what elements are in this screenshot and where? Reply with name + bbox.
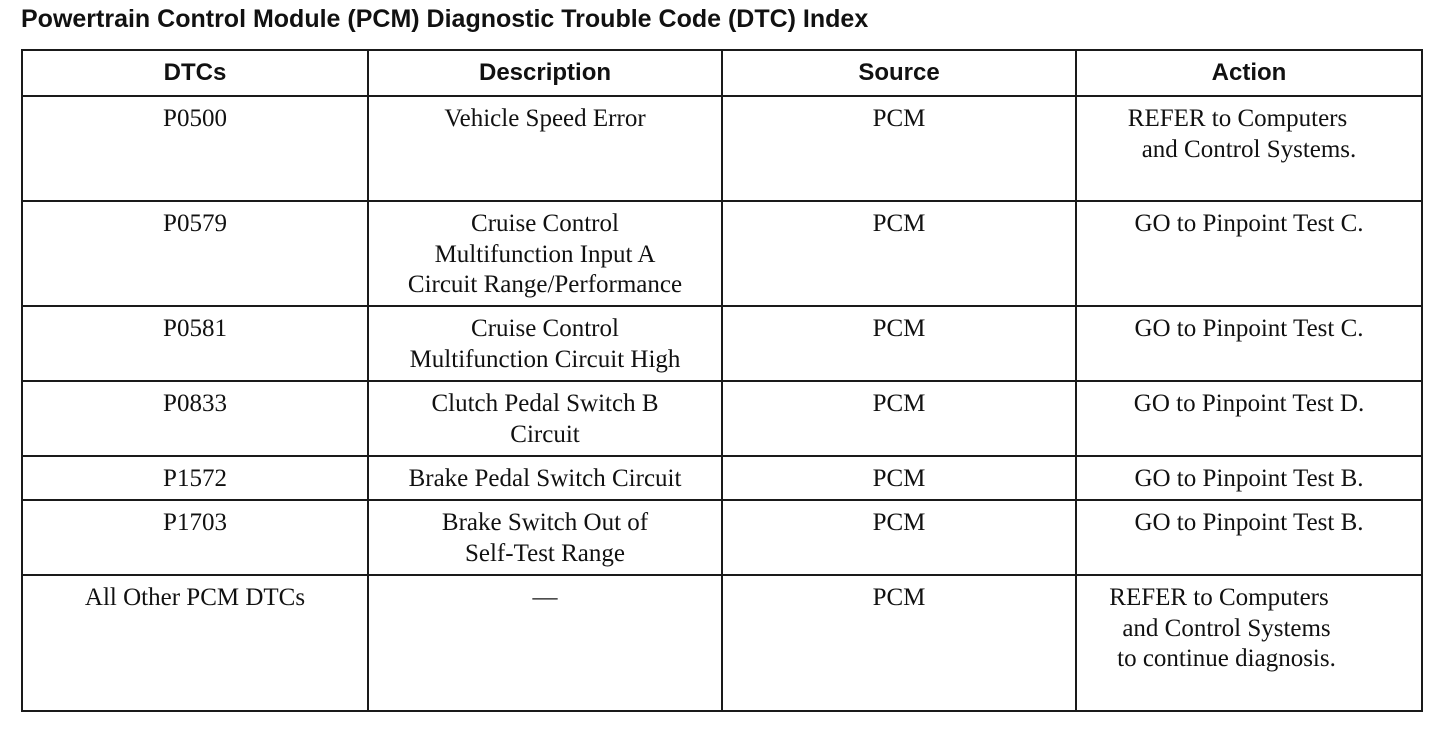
dtc-code: P0833 [22, 381, 368, 456]
page-title: Powertrain Control Module (PCM) Diagnostic Trouble Code (DTC) Index [21, 5, 869, 33]
dtc-code: P0579 [22, 201, 368, 306]
header-description: Description [368, 50, 722, 96]
dtc-action: GO to Pinpoint Test B. [1076, 456, 1422, 500]
dtc-action: REFER to Computers and Control Systems. [1076, 96, 1422, 201]
table-row [22, 456, 1422, 500]
dtc-action: GO to Pinpoint Test D. [1076, 381, 1422, 456]
header-source: Source [722, 50, 1076, 96]
dtc-source: PCM [722, 381, 1076, 456]
dtc-code: All Other PCM DTCs [22, 575, 368, 711]
dtc-source: PCM [722, 306, 1076, 381]
table-row [22, 381, 1422, 456]
header-dtcs: DTCs [22, 50, 368, 96]
dtc-description: — [368, 575, 722, 711]
dtc-description: Cruise Control Multifunction Circuit High [368, 306, 722, 381]
dtc-source: PCM [722, 575, 1076, 711]
dtc-index-table [21, 49, 1423, 712]
table-row [22, 500, 1422, 575]
dtc-description: Vehicle Speed Error [368, 96, 722, 201]
dtc-code: P0581 [22, 306, 368, 381]
table-header-row [22, 50, 1422, 96]
dtc-action: GO to Pinpoint Test B. [1076, 500, 1422, 575]
dtc-code: P1703 [22, 500, 368, 575]
dtc-description: Clutch Pedal Switch B Circuit [368, 381, 722, 456]
table-row [22, 201, 1422, 306]
dtc-code: P1572 [22, 456, 368, 500]
dtc-source: PCM [722, 96, 1076, 201]
dtc-description: Brake Pedal Switch Circuit [368, 456, 722, 500]
header-action: Action [1076, 50, 1422, 96]
dtc-code: P0500 [22, 96, 368, 201]
dtc-action: REFER to Computers and Control Systems to continue diagnosis. [1076, 575, 1422, 711]
table-row [22, 575, 1422, 711]
dtc-source: PCM [722, 500, 1076, 575]
dtc-description: Brake Switch Out of Self-Test Range [368, 500, 722, 575]
dtc-action: GO to Pinpoint Test C. [1076, 306, 1422, 381]
table-row [22, 306, 1422, 381]
dtc-source: PCM [722, 456, 1076, 500]
dtc-source: PCM [722, 201, 1076, 306]
dtc-description: Cruise Control Multifunction Input A Circuit Range/Performance [368, 201, 722, 306]
dtc-action: GO to Pinpoint Test C. [1076, 201, 1422, 306]
table-row [22, 96, 1422, 201]
